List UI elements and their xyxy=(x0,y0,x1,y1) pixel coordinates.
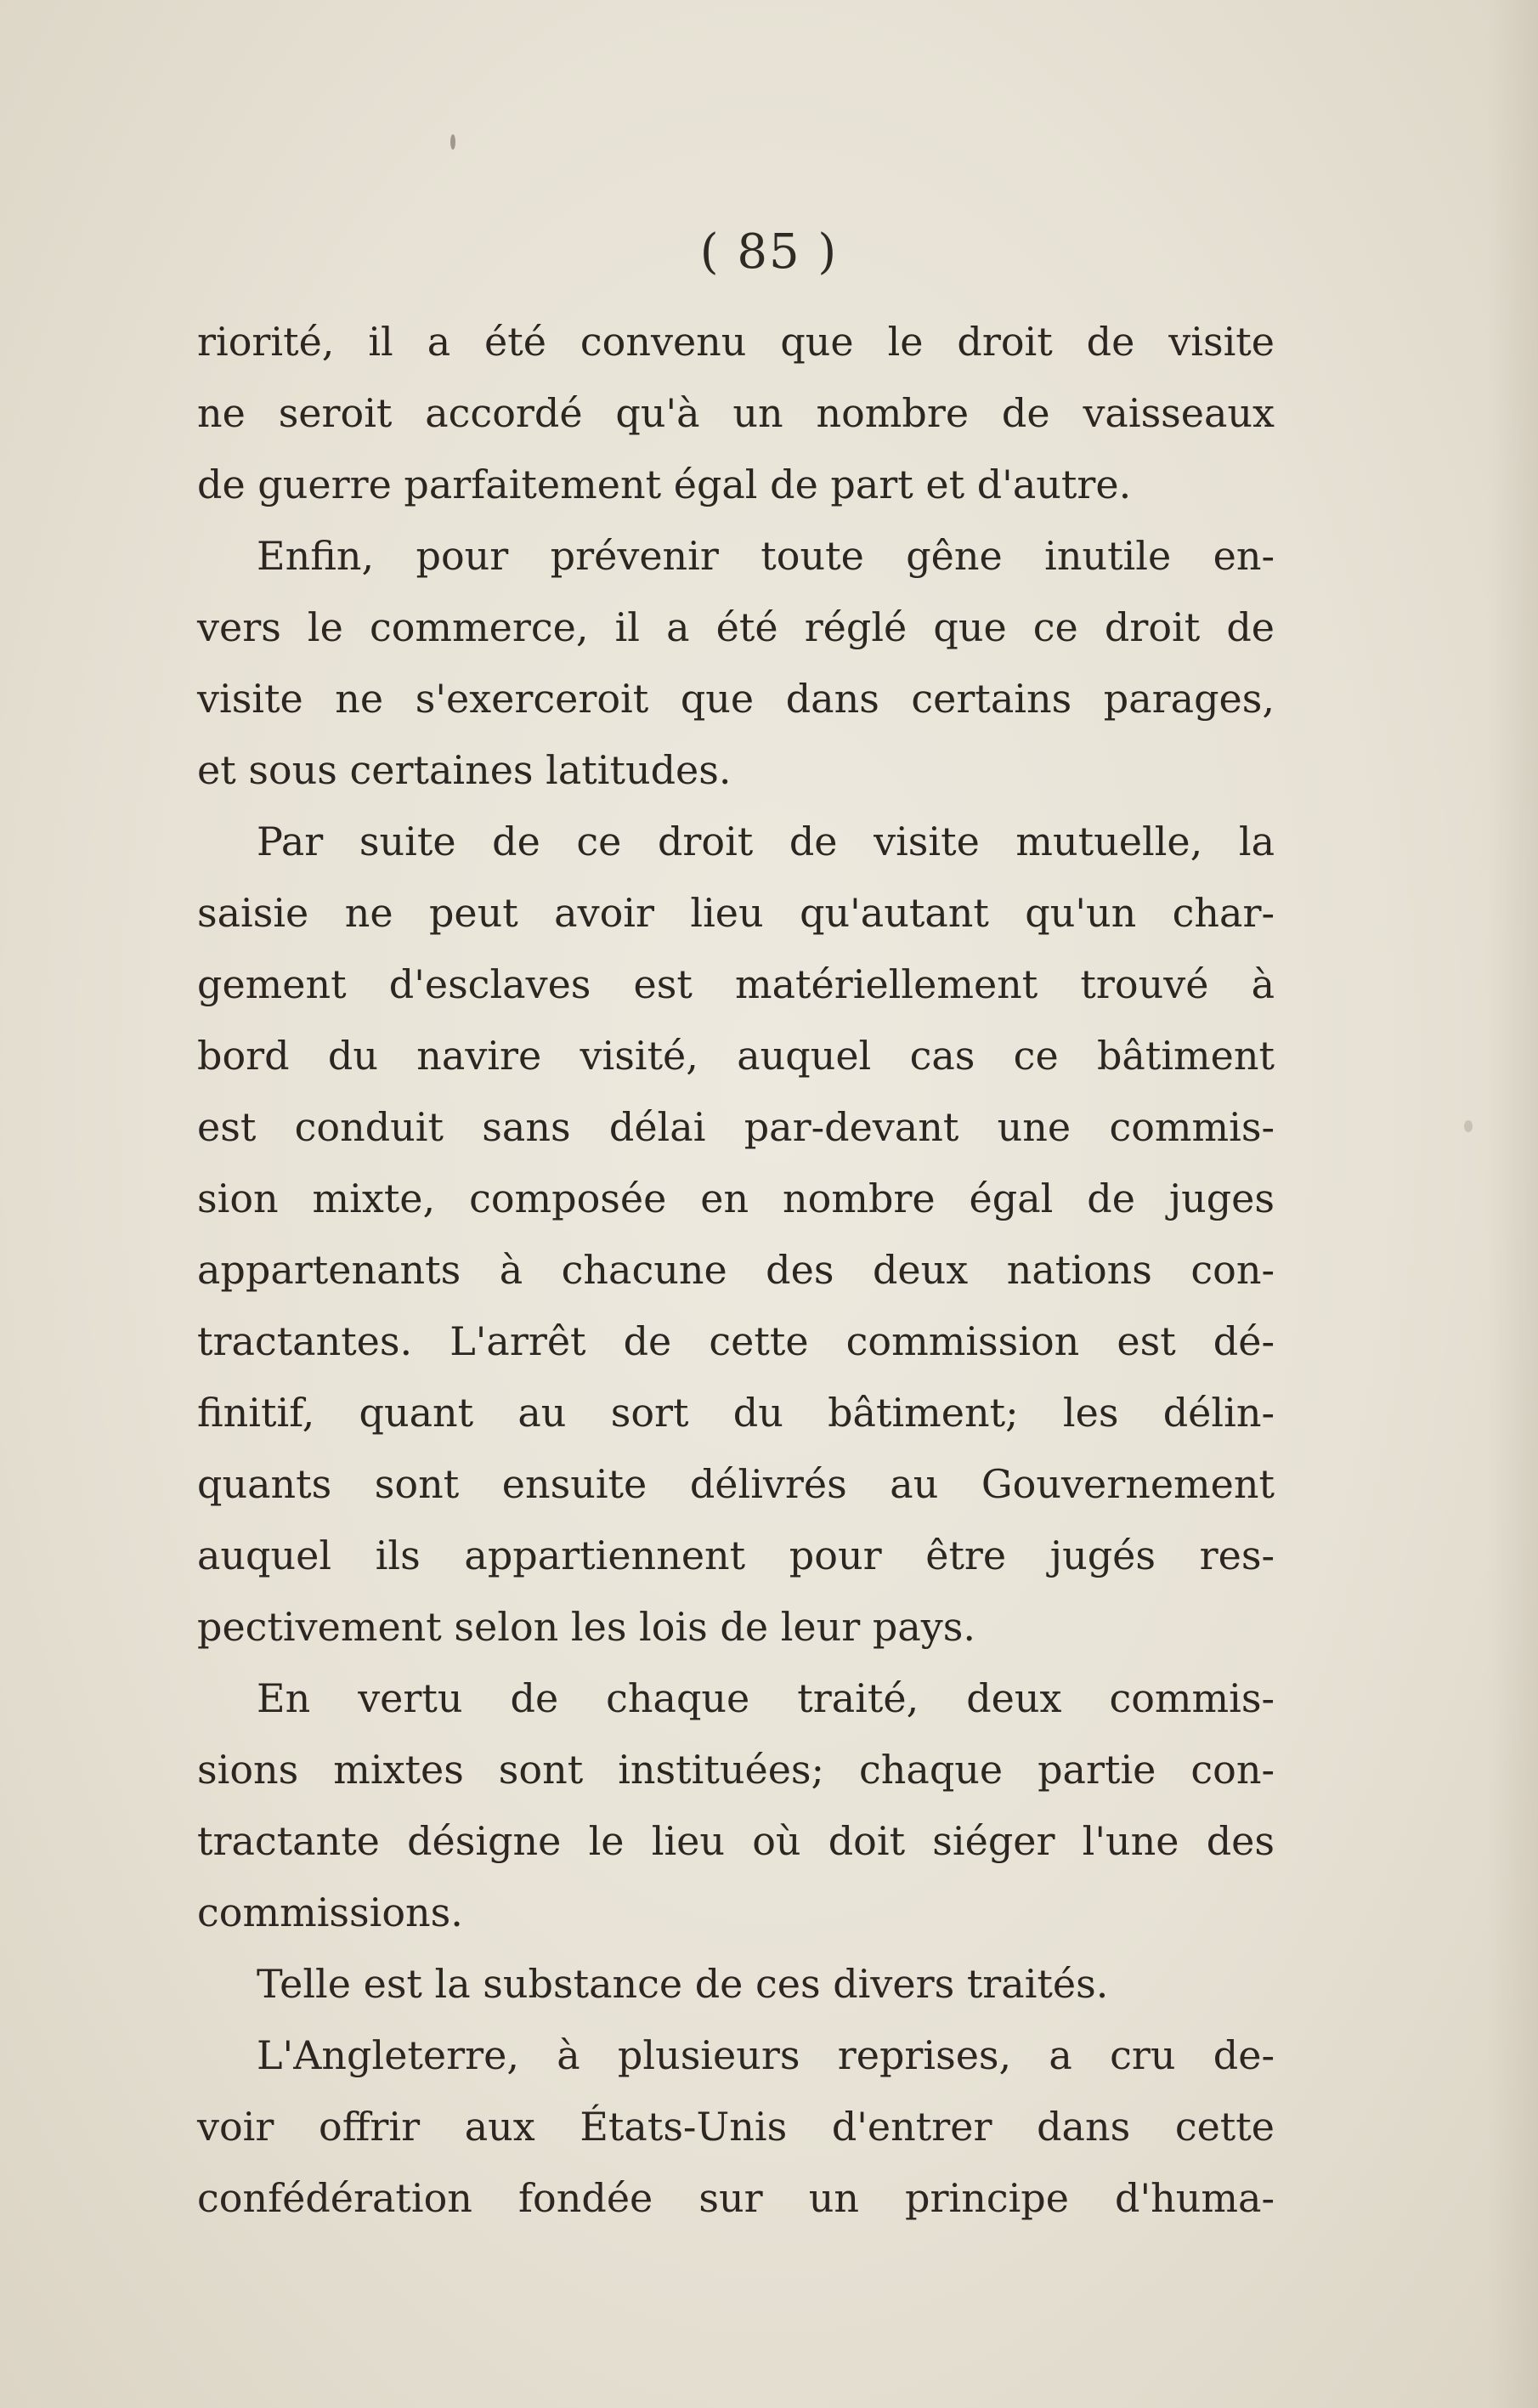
page-number: ( 85 ) xyxy=(699,224,839,280)
text-line: pectivement selon les lois de leur pays. xyxy=(197,1604,975,1650)
text-line: tractante désigne le lieu où doit siéger l'une des xyxy=(197,1818,1275,1864)
text-line: sion mixte, composée en nombre égal de juges xyxy=(197,1176,1275,1221)
text-line: appartenants à chacune des deux nations con- xyxy=(197,1247,1275,1293)
text-line: finitif, quant au sort du bâtiment; les délin- xyxy=(197,1390,1275,1436)
text-line: tractantes. L'arrêt de cette commission est dé- xyxy=(197,1318,1275,1364)
foxing-spot xyxy=(450,134,455,150)
text-line: Par suite de ce droit de visite mutuelle, la xyxy=(257,819,1275,864)
text-line: quants sont ensuite délivrés au Gouvernement xyxy=(197,1461,1275,1507)
text-line: En vertu de chaque traité, deux commis- xyxy=(257,1675,1275,1721)
text-line: confédération fondée sur un principe d'huma- xyxy=(197,2175,1275,2221)
text-line: et sous certaines latitudes. xyxy=(197,747,732,793)
text-line: de guerre parfaitement égal de part et d'autre. xyxy=(197,462,1132,507)
text-line: auquel ils appartiennent pour être jugés res- xyxy=(197,1533,1275,1578)
text-line: est conduit sans délai par-devant une commis- xyxy=(197,1104,1275,1150)
text-line: L'Angleterre, à plusieurs reprises, a cru de- xyxy=(257,2032,1275,2078)
page-edge-shadow xyxy=(1487,0,1538,2408)
foxing-spot xyxy=(1464,1120,1473,1132)
text-line: bord du navire visité, auquel cas ce bâtiment xyxy=(197,1033,1275,1079)
text-line: Enfin, pour prévenir toute gêne inutile en- xyxy=(257,533,1275,579)
text-line: voir offrir aux États-Unis d'entrer dans cette xyxy=(197,2104,1275,2150)
text-line: visite ne s'exerceroit que dans certains parages, xyxy=(197,676,1275,722)
text-line: riorité, il a été convenu que le droit de visite xyxy=(197,319,1275,365)
text-line: Telle est la substance de ces divers traités. xyxy=(257,1961,1109,2007)
text-line: ne seroit accordé qu'à un nombre de vaisseaux xyxy=(197,390,1275,436)
text-line: saisie ne peut avoir lieu qu'autant qu'un char- xyxy=(197,890,1275,936)
text-line: vers le commerce, il a été réglé que ce droit de xyxy=(197,604,1275,650)
text-line: commissions. xyxy=(197,1890,463,1935)
text-line: sions mixtes sont instituées; chaque partie con- xyxy=(197,1747,1275,1793)
text-line: gement d'esclaves est matériellement trouvé à xyxy=(197,961,1275,1007)
body-text xyxy=(197,306,1275,2234)
